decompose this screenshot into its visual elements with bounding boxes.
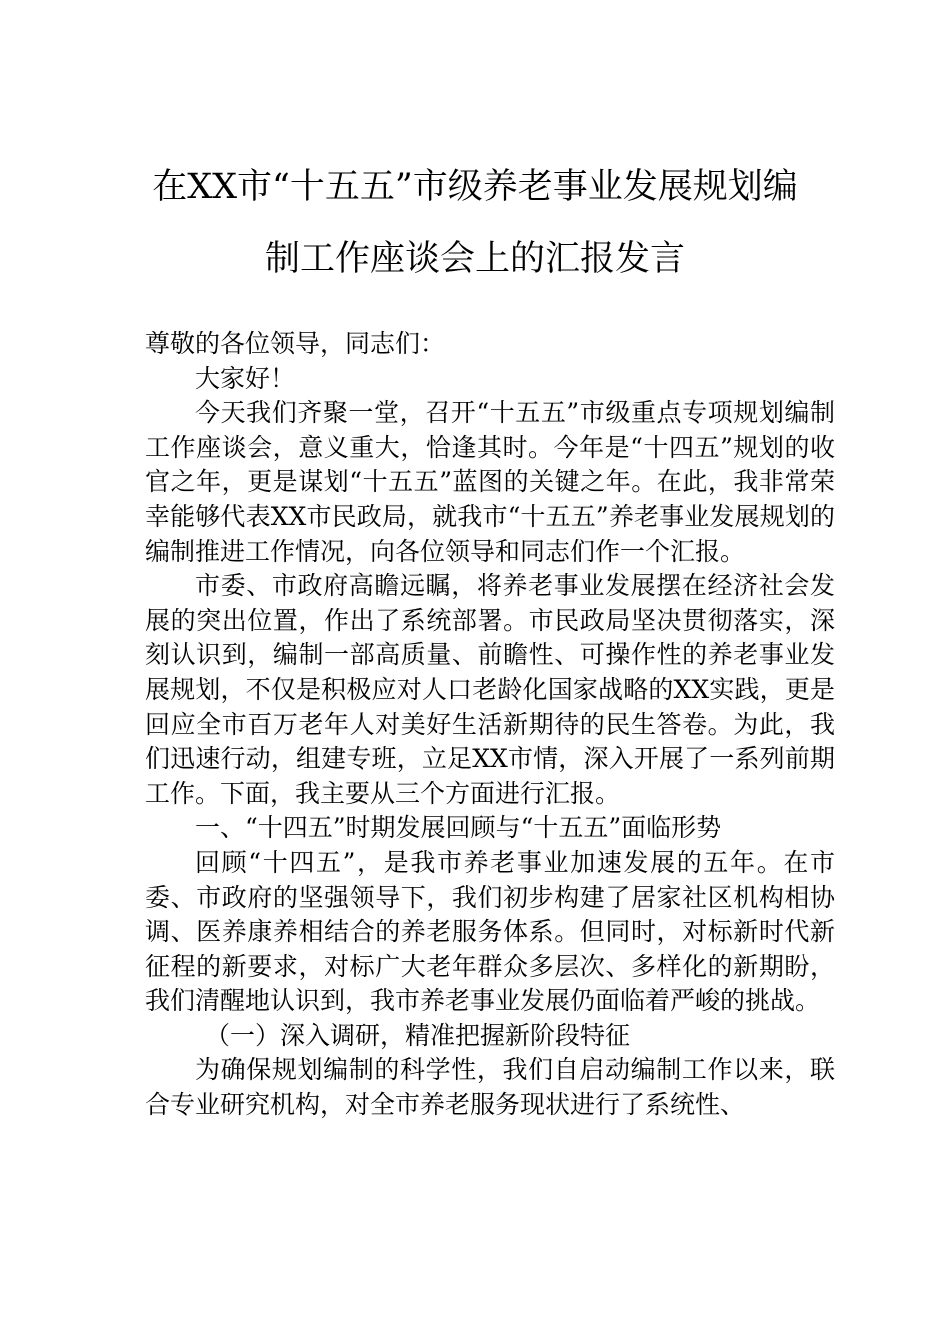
body-paragraph: 今天我们齐聚一堂，召开“十五五”市级重点专项规划编制工作座谈会，意义重大，恰逢其时。今年是“十四五”规划的收官之年，更是谋划“十五五”蓝图的关键之年。在此，我非常荣幸能够代表XX市民政局，就我市“十五五”养老事业发展规划的编制推进工作情况，向各位领导和同志们作一个汇报。 (145, 398, 835, 566)
document-title-line-2: 制工作座谈会上的汇报发言 (264, 239, 685, 279)
greeting: 大家好！ (195, 363, 296, 393)
salutation: 尊敬的各位领导，同志们： (145, 329, 446, 358)
subsection-heading: （一）深入调研，精准把握新阶段特征 (205, 1020, 631, 1050)
document-body (145, 327, 835, 1123)
body-paragraph: 回顾“十四五”，是我市养老事业加速发展的五年。在市委、市政府的坚强领导下，我们初步构建了居家社区机构相协调、医养康养相结合的养老服务体系。但同时，对标新时代新征程的新要求，对标广大老年群众多层次、多样化的新期盼，我们清醒地认识到，我市养老事业发展仍面临着严峻的挑战。 (145, 847, 835, 1016)
body-paragraph: 为确保规划编制的科学性，我们自启动编制工作以来，联合专业研究机构，对全市养老服务现状进行了系统性、 (145, 1055, 835, 1120)
body-paragraph: 市委、市政府高瞻远瞩，将养老事业发展摆在经济社会发展的突出位置，作出了系统部署。市民政局坚决贯彻落实，深刻认识到，编制一部高质量、前瞻性、可操作性的养老事业发展规划，不仅是积极应对人口老龄化国家战略的XX实践，更是回应全市百万老年人对美好生活新期待的民生答卷。为此，我们迅速行动，组建专班，立足XX市情，深入开展了一系列前期工作。下面，我主要从三个方面进行汇报。 (145, 571, 835, 808)
document-title-line-1: 在XX市“十五五”市级养老事业发展规划编 (152, 167, 798, 207)
section-heading: 一、“十四五”时期发展回顾与“十五五”面临形势 (195, 813, 722, 843)
